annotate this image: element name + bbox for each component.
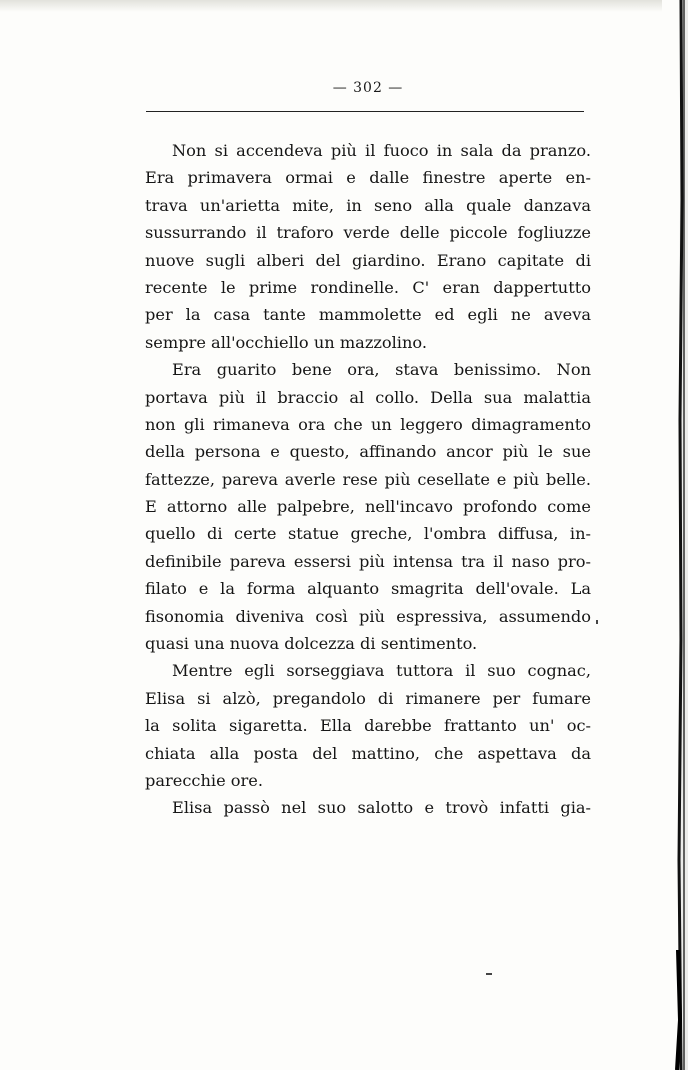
book-spine-edge <box>662 0 688 1070</box>
text-line: per la casa tante mammolette ed egli ne aveva <box>145 305 591 325</box>
text-line: Elisa si alzò, pregandolo di rimanere per fumare <box>145 688 591 708</box>
text-line: parecchie ore. <box>145 770 263 790</box>
header-rule <box>146 111 584 112</box>
page-top-shadow <box>0 0 688 12</box>
text-line: della persona e questo, affinando ancor più le sue <box>145 442 591 462</box>
text-line: non gli rimaneva ora che un leggero dimagramento <box>145 414 591 434</box>
text-line: quasi una nuova dolcezza di sentimento. <box>145 634 478 654</box>
text-line: E attorno alle palpebre, nell'incavo profondo come <box>145 497 591 517</box>
text-line: Mentre egli sorseggiava tuttora il suo cognac, <box>172 661 591 681</box>
page-number: — 302 — <box>332 80 404 96</box>
text-line: Era guarito bene ora, stava benissimo. Non <box>172 360 591 380</box>
text-line: la solita sigaretta. Ella darebbe frattanto un' oc- <box>145 716 591 736</box>
ink-speck <box>486 973 492 975</box>
text-line: chiata alla posta del mattino, che aspettava da <box>145 743 591 763</box>
text-line: definibile pareva essersi più intensa tra il naso pro- <box>145 551 591 571</box>
text-line: Era primavera ormai e dalle finestre aperte en- <box>145 168 591 188</box>
text-line: Non si accendeva più il fuoco in sala da pranzo. <box>172 141 591 160</box>
text-line: trava un'arietta mite, in seno alla quale danzava <box>145 195 591 215</box>
text-line: Elisa passò nel suo salotto e trovò infatti gia- <box>172 798 591 818</box>
text-line: sempre all'occhiello un mazzolino. <box>145 332 428 352</box>
text-line: recente le prime rondinelle. C' eran dappertutto <box>145 277 591 297</box>
text-line: portava più il braccio al collo. Della sua malattia <box>145 387 591 407</box>
body-text <box>145 137 591 822</box>
text-line: filato e la forma alquanto smagrita dell'ovale. La <box>145 579 591 599</box>
text-line: quello di certe statue greche, l'ombra diffusa, in- <box>145 524 591 544</box>
text-line: fattezze, pareva averle rese più cesellate e più belle. <box>145 469 591 489</box>
text-line: sussurrando il traforo verde delle piccole fogliuzze <box>145 223 591 243</box>
text-line: nuove sugli alberi del giardino. Erano capitate di <box>145 250 591 270</box>
text-line: fisonomia diveniva così più espressiva, assumendo <box>145 606 591 626</box>
ink-speck <box>596 620 598 624</box>
